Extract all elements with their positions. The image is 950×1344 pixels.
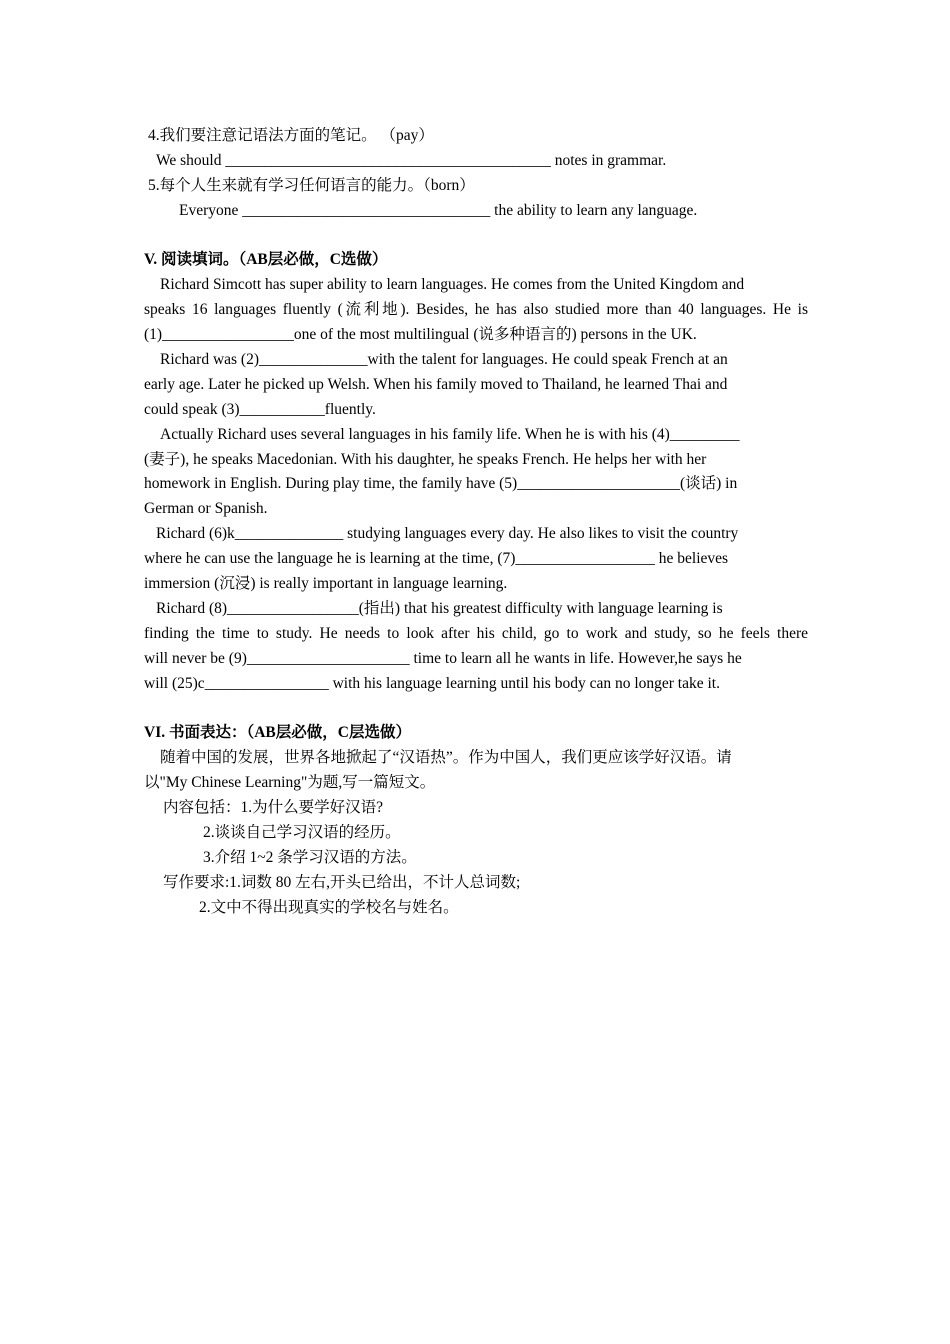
passage-line: immersion (沉浸) is really important in language learning. (144, 575, 508, 593)
passage-line: will never be (9)_____________________ time to learn all he wants in life. However,he says he (144, 649, 742, 667)
content-item: 内容包括：1.为什么要学好汉语? (163, 799, 384, 817)
passage-line: Richard Simcott has super ability to learn languages. He comes from the United Kingdom and (160, 276, 745, 294)
q4-english: We should __________________________________________ notes in grammar. (156, 151, 667, 169)
passage-line: homework in English. During play time, the family have (5)_____________________(谈话) in (144, 475, 738, 493)
passage-line: German or Spanish. (144, 500, 268, 518)
passage-line: Actually Richard uses several languages in his family life. When he is with his (4)_________ (160, 425, 740, 443)
requirement-item: 2.文中不得出现真实的学校名与姓名。 (199, 898, 459, 916)
spacer (144, 696, 808, 721)
q5-english: Everyone ________________________________ the ability to learn any language. (179, 201, 698, 219)
passage-line: early age. Later he picked up Welsh. When his family moved to Thailand, he learned Thai and (144, 375, 728, 393)
passage-line: will (25)c________________ with his language learning until his body can no longer take it. (144, 674, 720, 692)
content-item: 2.谈谈自己学习汉语的经历。 (203, 823, 401, 841)
passage-line: where he can use the language he is learning at the time, (7)__________________ he believes (144, 550, 729, 568)
q5-chinese: 5.每个人生来就有学习任何语言的能力。（born） (148, 176, 475, 194)
writing-intro: 随着中国的发展，世界各地掀起了“汉语热”。作为中国人，我们更应该学好汉语。请 (160, 749, 732, 767)
writing-intro: 以"My Chinese Learning"为题,写一篇短文。 (144, 774, 436, 792)
section-v-heading: V. 阅读填词。（AB层必做，C选做） (144, 251, 388, 269)
worksheet-page (144, 124, 808, 921)
q4-chinese: 4.我们要注意记语法方面的笔记。 （pay） (148, 127, 434, 144)
passage-line: speaks 16 languages fluently (流利地). Besides, he has also studied more than 40 languages. He is (144, 301, 808, 319)
passage-line: Richard was (2)______________with the talent for languages. He could speak French at an (160, 351, 728, 369)
requirement-item: 写作要求:1.词数 80 左右,开头已给出，不计人总词数; (163, 873, 521, 891)
passage-line: Richard (8)_________________(指出) that his greatest difficulty with language learning is (156, 599, 723, 617)
passage-line: Richard (6)k______________ studying languages every day. He also likes to visit the country (156, 525, 739, 543)
section-vi-heading: VI. 书面表达：（AB层必做，C层选做） (144, 724, 411, 742)
passage-line: could speak (3)___________fluently. (144, 400, 376, 418)
passage-line: (1)_________________one of the most multilingual (说多种语言的) persons in the UK. (144, 326, 697, 344)
content-item: 3.介绍 1~2 条学习汉语的方法。 (203, 848, 417, 866)
spacer (144, 224, 808, 249)
passage-line: finding the time to study. He needs to look after his child, go to work and study, so he feels there (144, 624, 808, 642)
passage-line: (妻子), he speaks Macedonian. With his daughter, he speaks French. He helps her with her (144, 450, 707, 468)
